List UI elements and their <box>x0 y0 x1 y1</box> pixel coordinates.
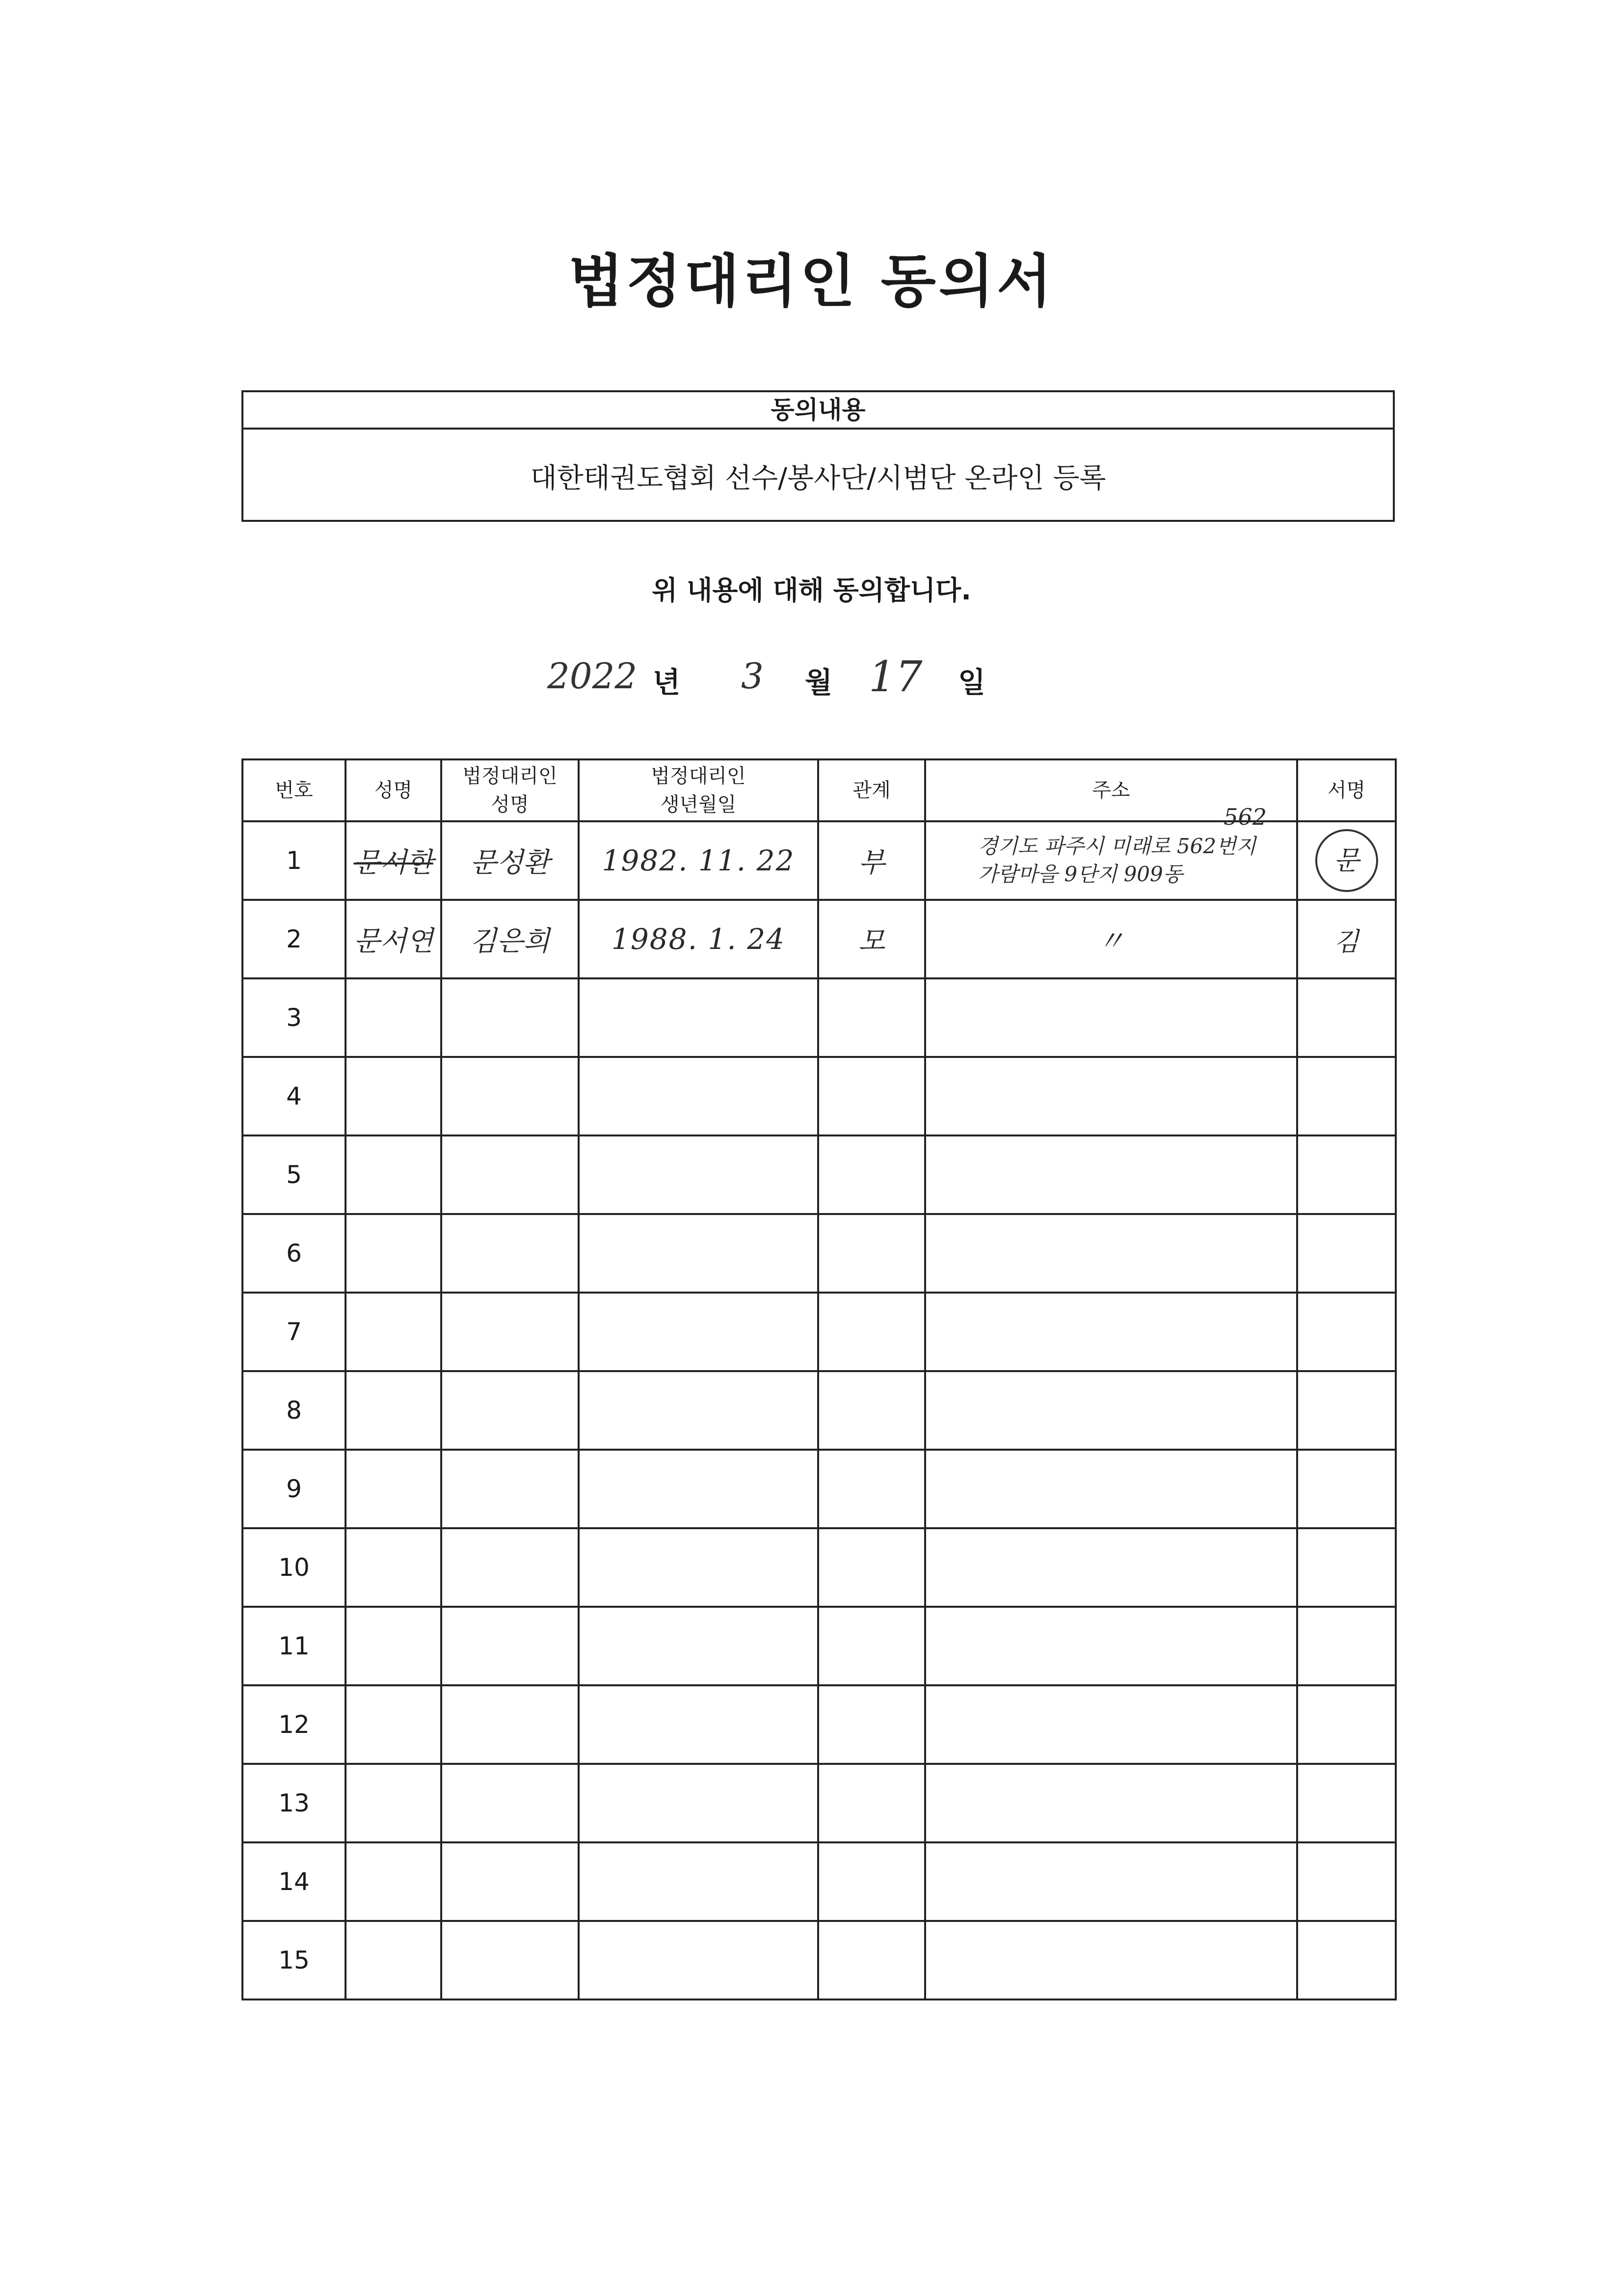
row-signature-cell <box>1297 1764 1396 1842</box>
row-name-cell <box>346 1921 441 1999</box>
row-relation-cell <box>818 1685 925 1764</box>
row-guardian-birth-cell <box>579 821 818 900</box>
row-relation: 부 <box>858 847 885 879</box>
table-row <box>242 1764 1396 1842</box>
row-number: 8 <box>242 1371 346 1450</box>
table-header-row <box>242 759 1396 821</box>
row-number: 13 <box>242 1764 346 1842</box>
row-guardian-birth: 1982. 11. 22 <box>602 844 795 877</box>
row-address-line1: 경기도 파주시 미래로 562번지 <box>978 834 1256 859</box>
header-guardian-name <box>441 759 579 821</box>
row-address-cell <box>925 1135 1297 1214</box>
row-guardian-birth-cell <box>579 1528 818 1607</box>
table-row <box>242 1607 1396 1685</box>
date-month-unit: 월 <box>805 666 833 699</box>
header-guardian-birth-line2: 생년월일 <box>660 793 737 816</box>
table-row <box>242 978 1396 1057</box>
row-name-cell <box>346 1371 441 1450</box>
row-number: 2 <box>242 900 346 978</box>
row-relation-cell <box>818 1450 925 1528</box>
row-relation-cell <box>818 978 925 1057</box>
table-row <box>242 1842 1396 1921</box>
consent-header: 동의내용 <box>243 392 1393 430</box>
row-number: 4 <box>242 1057 346 1135</box>
row-number: 11 <box>242 1607 346 1685</box>
row-relation-cell <box>818 1607 925 1685</box>
row-guardian-birth-cell <box>579 1921 818 1999</box>
row-guardian-name-cell <box>441 1057 579 1135</box>
agree-statement: 위 내용에 대해 동의합니다. <box>652 575 971 606</box>
header-guardian-name-line1: 법정대리인 <box>462 765 558 787</box>
row-signature-cell <box>1297 900 1396 978</box>
row-name-cell <box>346 978 441 1057</box>
date-year-unit: 년 <box>653 666 681 699</box>
header-guardian-birth-line1: 법정대리인 <box>651 765 746 787</box>
row-signature-cell <box>1297 1921 1396 1999</box>
row-relation: 모 <box>858 925 885 957</box>
table-row <box>242 821 1396 900</box>
row-address-cell <box>925 1450 1297 1528</box>
row-guardian-name-cell <box>441 1371 579 1450</box>
row-relation-cell <box>818 1214 925 1293</box>
row-relation-cell <box>818 1293 925 1371</box>
row-guardian-name-cell <box>441 1528 579 1607</box>
consent-content: 대한태권도협회 선수/봉사단/시범단 온라인 등록 <box>530 462 1106 494</box>
row-guardian-birth-cell <box>579 1371 818 1450</box>
row-number: 14 <box>242 1842 346 1921</box>
row-signature-cell <box>1297 1685 1396 1764</box>
row-number: 5 <box>242 1135 346 1214</box>
row-name-cell <box>346 1293 441 1371</box>
row-address-cell <box>925 1528 1297 1607</box>
row-guardian-birth-cell <box>579 1685 818 1764</box>
table-row <box>242 1214 1396 1293</box>
row-guardian-birth-cell <box>579 1135 818 1214</box>
row-signature-cell <box>1297 1842 1396 1921</box>
row-name-cell <box>346 821 441 900</box>
row-name-cell <box>346 1607 441 1685</box>
table-row <box>242 1450 1396 1528</box>
row-signature-cell <box>1297 1135 1396 1214</box>
row-address-note: 562 <box>1224 804 1267 830</box>
date-month-value: 3 <box>741 655 764 697</box>
header-guardian-name-line2: 성명 <box>491 793 529 816</box>
table-row <box>242 1685 1396 1764</box>
table-row <box>242 1921 1396 1999</box>
row-guardian-name-cell <box>441 1921 579 1999</box>
row-signature-cell <box>1297 1607 1396 1685</box>
header-name: 성명 <box>346 759 441 821</box>
row-relation-cell <box>818 900 925 978</box>
row-address-cell <box>925 1764 1297 1842</box>
header-number: 번호 <box>242 759 346 821</box>
row-name: 문서연 <box>353 925 433 957</box>
row-address: 〃 <box>1097 925 1125 957</box>
row-relation-cell <box>818 1842 925 1921</box>
header-relation: 관계 <box>818 759 925 821</box>
row-guardian-name-cell <box>441 978 579 1057</box>
row-address-cell <box>925 1371 1297 1450</box>
row-number: 9 <box>242 1450 346 1528</box>
date-year-value: 2022 <box>547 655 638 697</box>
row-address-cell <box>925 1842 1297 1921</box>
date-day-unit: 일 <box>958 666 986 699</box>
table-row <box>242 1528 1396 1607</box>
row-signature-cell <box>1297 1450 1396 1528</box>
row-signature-cell <box>1297 1057 1396 1135</box>
row-guardian-birth-cell <box>579 900 818 978</box>
row-guardian-name-cell <box>441 1685 579 1764</box>
row-guardian-name-cell <box>441 1135 579 1214</box>
row-guardian-name-cell <box>441 1842 579 1921</box>
row-guardian-name-cell <box>441 1607 579 1685</box>
row-name-cell <box>346 1057 441 1135</box>
row-guardian-birth-cell <box>579 1842 818 1921</box>
row-number: 12 <box>242 1685 346 1764</box>
row-address-cell <box>925 978 1297 1057</box>
row-address-cell <box>925 1293 1297 1371</box>
registration-table <box>241 758 1397 2000</box>
row-address-cell <box>925 900 1297 978</box>
row-guardian-name-cell <box>441 900 579 978</box>
row-relation-cell <box>818 821 925 900</box>
row-guardian-birth: 1988. 1. 24 <box>611 922 786 956</box>
row-relation-cell <box>818 1528 925 1607</box>
row-name-cell <box>346 1450 441 1528</box>
row-guardian-birth-cell <box>579 978 818 1057</box>
row-name-cell <box>346 1842 441 1921</box>
row-address-cell <box>925 1057 1297 1135</box>
table-row <box>242 1371 1396 1450</box>
date-day-value: 17 <box>869 652 923 702</box>
row-relation-cell <box>818 1135 925 1214</box>
row-signature: 문 <box>1315 829 1378 892</box>
row-number: 15 <box>242 1921 346 1999</box>
row-name-cell <box>346 1528 441 1607</box>
row-guardian-name-cell <box>441 1293 579 1371</box>
row-guardian-birth-cell <box>579 1764 818 1842</box>
row-guardian-name-cell <box>441 1764 579 1842</box>
row-guardian-birth-cell <box>579 1607 818 1685</box>
date-row <box>0 650 1623 709</box>
row-name-cell <box>346 1214 441 1293</box>
row-address-cell <box>925 1685 1297 1764</box>
row-address <box>966 833 1256 888</box>
row-guardian-birth-cell <box>579 1214 818 1293</box>
header-guardian-birth <box>579 759 818 821</box>
row-guardian-name-cell <box>441 1214 579 1293</box>
table-row <box>242 1135 1396 1214</box>
row-number: 3 <box>242 978 346 1057</box>
row-number: 10 <box>242 1528 346 1607</box>
row-signature-cell <box>1297 1371 1396 1450</box>
table-row <box>242 1293 1396 1371</box>
row-signature-cell <box>1297 1214 1396 1293</box>
row-name-cell <box>346 1135 441 1214</box>
row-signature-cell <box>1297 978 1396 1057</box>
row-relation-cell <box>818 1371 925 1450</box>
consent-box <box>241 390 1395 522</box>
header-signature: 서명 <box>1297 759 1396 821</box>
row-name: 문서한 <box>353 847 433 879</box>
row-signature-cell <box>1297 1293 1396 1371</box>
row-signature-cell <box>1297 821 1396 900</box>
row-name-cell <box>346 900 441 978</box>
row-relation-cell <box>818 1764 925 1842</box>
header-address: 주소 <box>925 759 1297 821</box>
row-address-cell <box>925 1214 1297 1293</box>
row-number: 1 <box>242 821 346 900</box>
row-number: 6 <box>242 1214 346 1293</box>
table-row <box>242 1057 1396 1135</box>
row-relation-cell <box>818 1921 925 1999</box>
row-number: 7 <box>242 1293 346 1371</box>
row-address-cell <box>925 804 1297 900</box>
row-guardian-name-cell <box>441 821 579 900</box>
row-address-cell <box>925 1607 1297 1685</box>
row-relation-cell <box>818 1057 925 1135</box>
row-address-cell <box>925 1921 1297 1999</box>
row-guardian-name: 문성환 <box>470 847 550 879</box>
row-guardian-birth-cell <box>579 1057 818 1135</box>
row-name-cell <box>346 1685 441 1764</box>
row-name-cell <box>346 1764 441 1842</box>
row-guardian-name-cell <box>441 1450 579 1528</box>
row-guardian-name: 김은희 <box>470 925 550 957</box>
row-address-line2: 가람마을 9단지 909동 <box>978 862 1183 886</box>
row-signature-cell <box>1297 1528 1396 1607</box>
document-title: 법정대리인 동의서 <box>568 248 1055 315</box>
row-signature: 김 <box>1334 927 1359 957</box>
row-guardian-birth-cell <box>579 1450 818 1528</box>
row-guardian-birth-cell <box>579 1293 818 1371</box>
table-row <box>242 900 1396 978</box>
